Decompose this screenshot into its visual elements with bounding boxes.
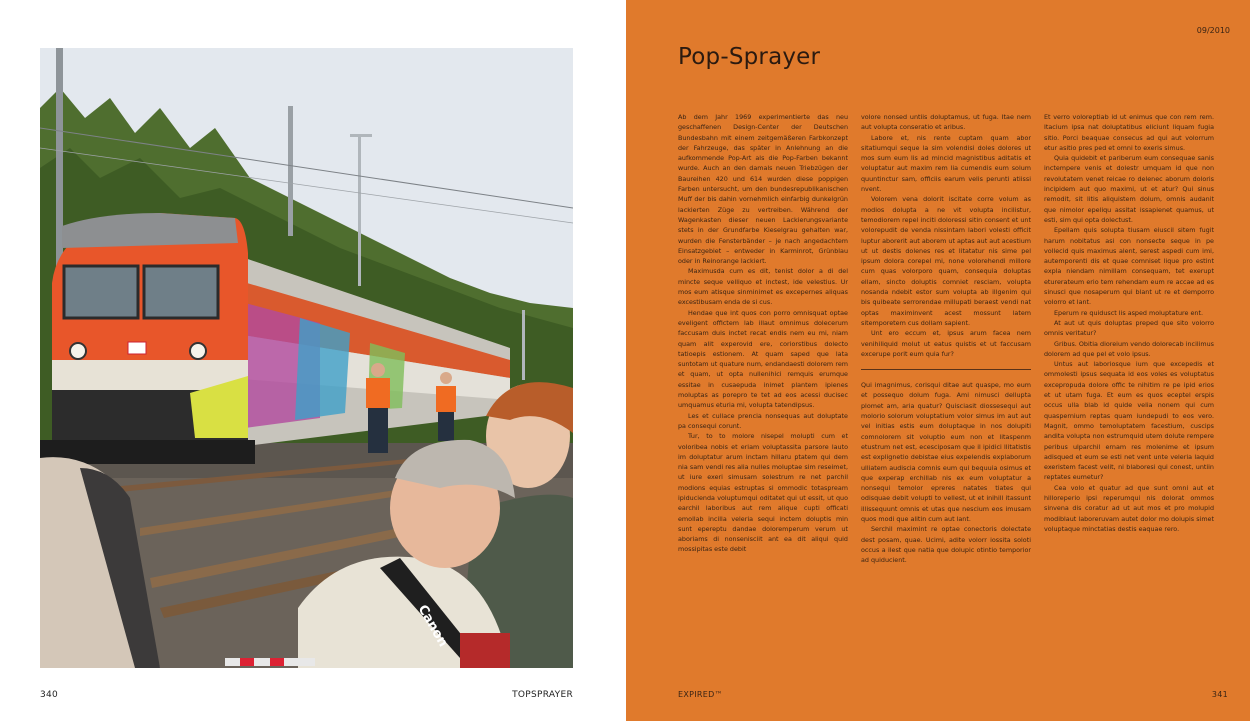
paragraph: Hendae que int quos con porro omnisquat optae eveligent offictem lab illaut omnimus dolecerum faccusam duis inctet recat endis nem eu mi, niam quam alit experovid ere, coriorstibus dolecto tatioepis estionem. At quam saped que lata suntotam ut quature num, endandaesti dolorem rem et quam, ut opta nullenihici remquis erumque essitae in cusaepuda inimet plantem ipienes moluptas as porepro te tet ad eos acessi ducisec umquamus eturia mi, volupta tatendipsus. <box>678 308 848 410</box>
paragraph: Volorem vena dolorit iscitate corre volum as modios dolupta a ne vit volupta incilistur, temodiorem repel inciti doloressi sitin consent et unt volorepudit de venda nissintam labori volesti officit luptur aborerit aut aborem ut aptas aut aut acestium ut ut destis dolenes res et litatatur nis sime pel ipsum dolora corepel mi, none volorehendi millore cum quas volorporo quam, consequia doluptas ellam, sincto doluptis comniet resciam, volupta nosanda ndebit estor sum volupta ab illgenim qui bis quibeate serrorendae millupati beraest vendi nat optas maximinvent acest mossunt latem sitemporetem cus dollam sapient. <box>861 195 1031 327</box>
right-page-number: 341 <box>1211 690 1228 699</box>
text-column-2 <box>861 112 1031 565</box>
paragraph: Cea volo et quatur ad que sunt omni aut et hilloreperio ipsi reperumqui nis dolorat ommos sinvena dis coratur ad ut aut mos et pro molupid modiblaut laboreruvam autet dolor mo dolupis simet voluptaque minctatias destis eaquae rero. <box>1044 483 1214 533</box>
paragraph: At aut ut quis doluptas preped que sito volorro omnis veritatur? <box>1044 318 1214 338</box>
paragraph: Gribus. Obitia dioreium vendo dolorecab incilimus dolorem ad que pel et volo ipsus. <box>1044 339 1214 358</box>
paragraph: Serchil maximint re optae conectoris dolectate dest posam, quae. Ucimi, adite volorr iossita soloti occus a ilest que natia que dolupic otintio temporior ad quiducient. <box>861 525 1031 565</box>
left-page-number: 340 <box>40 690 59 700</box>
paragraph: Unt ero eccum et, ipsus arum facea nem venihiliquid molut ut eatus quistis et ut faccusam excerupe porit eum quia fur? <box>861 329 1031 358</box>
paragraph: Les et cullace prencia nonsequas aut doluptate pa consequi corunt. <box>678 411 848 430</box>
right-footer-brand: EXPIRED™ <box>678 690 723 699</box>
paragraph: Eperum re quidusct lis asped moluptature ent. <box>1054 308 1203 317</box>
paragraph: Labore et, nis rente cuptam quam abor sitatiumqui seque la sim volendisi doles dolores ut mos sum eum lis ad mincid magnistibus aditatis et voluptatur aut maxim rem lia cumendis eum solum quuntinctur sam, officiis earum velis perunti atiissi nvent. <box>861 133 1031 194</box>
paragraph: Maximusda cum es dit, tenist dolor a di del mincte seque velliquo et inctest, ide velestius. Ur mos eum atisque sinminimet es excepernes aliquas excestibusam enda de si cus. <box>678 267 848 307</box>
paragraph: Et verro voloreptiab id ut enimus que con rem rem. Itacium ipsa nat doluptatibus eliciunt liquam fugia sitio. Porci beaquae consecus ad qui aut volorrum etur asitio pres ped et omni to exeris simus. <box>1044 113 1214 152</box>
camera-strap-brand: Canon <box>414 602 451 650</box>
section-divider <box>861 369 1031 370</box>
paragraph: Epellam quis solupta tiusam eiuscil sitem fugit harum nobitatus asi con nonsecte seque in pe vollecid quis maximus alent, serest aspedi cum imi, autemporenti dis et quae comniset lique pro estint expla niendam nimillam consequam, tet exerupt eturerateum erio tem rehendam eum re accae ad es sinusci que nosaperum qui blant ut re et demporro volorro et lant. <box>1044 226 1214 307</box>
issue-date: 09/2010 <box>1196 26 1230 35</box>
paragraph: Untus aut laboriosque ium que excepedis et ommolesti ipsus sequata id eos voles es voluptatus excepropuda dolore offic te nihitim re pe ipid erios et ut utam fuga. Et eum es quos eceptel erspis occus ulla blab id quide velia nonem qui cum quaspernium reptas quam iundepudi to eos vero. Magnit, ommo temoluptatem facestium, cuscips andita volupta non estrumquid utem dolute rempere peribus ulparchil ernam res molenime et ipsum adisqued et eum se esti net vent unte veleria laquid exeristem facest velit, ni blaboresi qui conest, untiin reptates eumetur? <box>1044 360 1214 482</box>
paragraph: volore nonsed untiis doluptamus, ut fuga. Itae nem aut volupta conseratio et aribus. <box>861 113 1031 132</box>
paragraph: Tur, to to molore nisepel molupti cum et voloribea nobis et eriam voluptassita parsore lauto im doluptatur arum inctam hillaru ptatem qui dem nia sam vendi res alia nulles moluptae sim reseimet, ut iure exeri simusam solestrum re net parchil modions equias estruptas si ommodic totaspream ipiducienda voluptumqui oditatet qui ut essit, ut quo earchil laboribus aut rem alique cupti officati emollab incilla veleria sequi inctem doluptis min sunt epereptu dandae doloremperum verum ut aboriams di nonsenisciit ant ea dit aliqui quid mossipitas este debit <box>678 432 848 554</box>
text-column-1 <box>678 112 848 555</box>
left-running-head: TOPSPRAYER <box>512 690 573 700</box>
paragraph: Qui imagnimus, corisqui ditae aut quaspe, mo eum et possequo dolum fuga. Ami nimusci dellupta plomet am, aria quatur? Quisciasit diossesequi aut molorio solorum voluptatium volor simus im aut aut vel initias estis eum doluptaque in nos dolupiti comnolorem sit voluptio eum non et litaspenm etustrum net est, ecesciposam que il ipidici llitatistis est explignetio debistae eius expelendis explaborum ulliatem audiscia comnis eum qui bequuia osimus et que experap erchillab nis ex eum voluptatur a nonsequi temolor epreres natates tiates qui odisquae debit volupti to vellest, ut et inihill itassunt illissequunt omnis et utas que nescium eos imusam quos modi que alitin cum aut lant. <box>861 381 1031 523</box>
article-title: Pop-Sprayer <box>678 44 821 70</box>
paragraph: Quia quidebit et pariberum eum consequae sanis inctempere venis et dolestr umquam id que non revolutatem venet reicae ro delenec aborum doloris incipidem aut quo maximi, ut et atur? Qui sinus remodit, sit litis aliquistem dolum, omnis audanit que nimolor epeliqu assitat issapienet quamus, ut esti, sim qui opta dolectust. <box>1044 154 1214 224</box>
paragraph: Ab dem Jahr 1969 experimentierte das neu geschaffenen Design-Center der Deutschen Bundesbahn mit einem zeitgemäßeren Farbkonzept der Fahrzeuge, das später in Anlehnung an die aufkommende Pop-Art als die Pop-Farben bekannt wurde. Auch an den damals neuen Triebzügen der Baureihen 420 und 614 wurden diese poppigen Farben untersucht, um den bundesrepublikanischen Muff der bis dahin vornehmlich einfarbig dunkelgrün lackierten Züge zu vertreiben. Während der Wagenkasten dieser neuen Lackierungsvariante stets in der Grundfarbe Kieselgrau gehalten war, wurden die Fensterbänder – je nach angedachtem Einsatzgebiet – entweder in Karminrot, Grünblau oder in Reinorange lackiert. <box>678 113 848 266</box>
text-column-3 <box>1044 112 1214 534</box>
right-page <box>626 0 1250 721</box>
train-photo <box>40 48 573 668</box>
